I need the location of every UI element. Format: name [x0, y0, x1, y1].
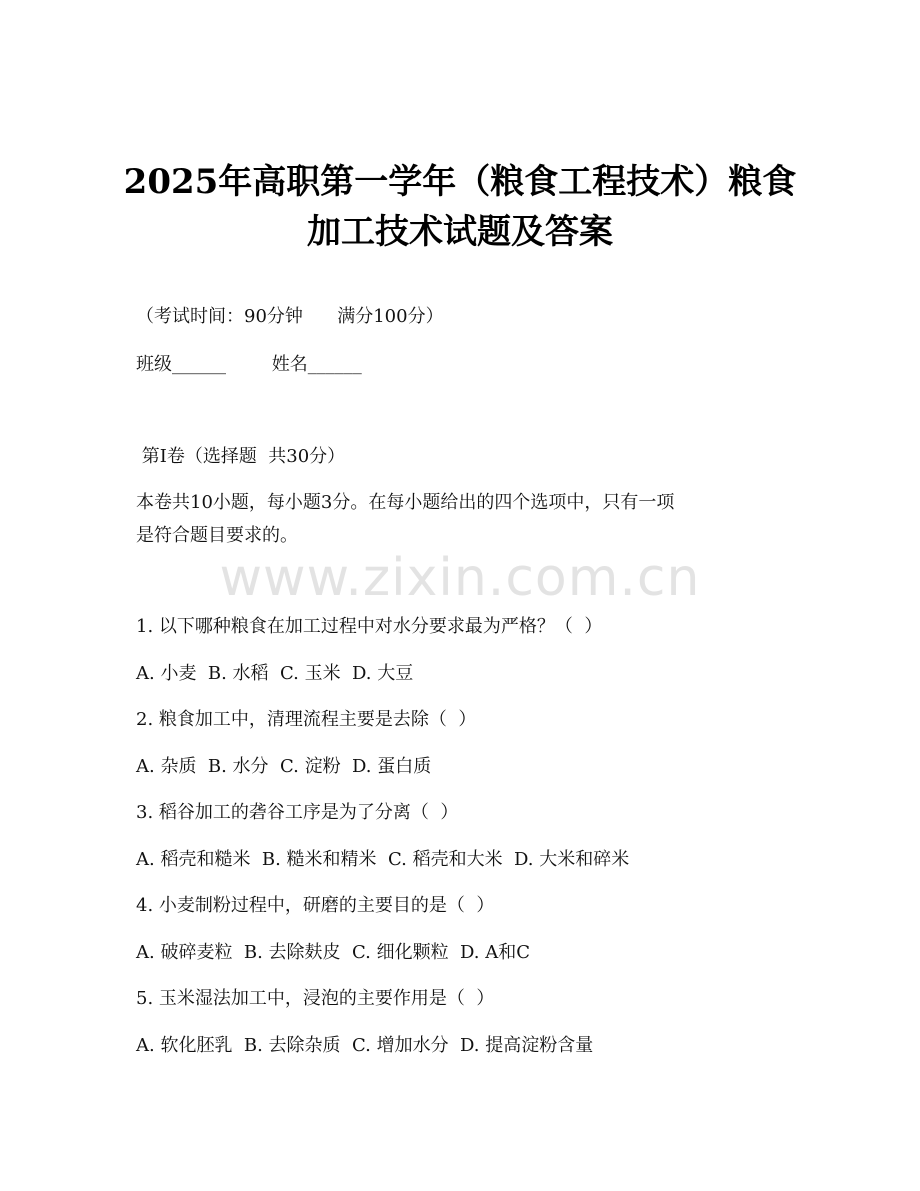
document-title-line-2: 加工技术试题及答案 [307, 212, 613, 252]
question-options-1: A. 小麦 B. 水稻 C. 玉米 D. 大豆 [136, 663, 414, 684]
student-fields: 班级______ 姓名______ [136, 354, 362, 375]
question-stem-4: 4. 小麦制粉过程中，研磨的主要目的是（ ） [136, 895, 495, 916]
question-stem-3: 3. 稻谷加工的砻谷工序是为了分离（ ） [136, 802, 459, 823]
watermark: www.zixin.com.cn [219, 548, 701, 608]
section-heading: 第I卷（选择题 共30分） [136, 446, 346, 467]
question-options-3: A. 稻壳和糙米 B. 糙米和精米 C. 稻壳和大米 D. 大米和碎米 [136, 849, 630, 870]
question-options-4: A. 破碎麦粒 B. 去除麸皮 C. 细化颗粒 D. A和C [136, 942, 531, 963]
instructions-line-2: 是符合题目要求的。 [136, 525, 298, 546]
instructions-line-1: 本卷共10小题，每小题3分。在每小题给出的四个选项中，只有一项 [136, 492, 675, 513]
question-stem-2: 2. 粮食加工中，清理流程主要是去除（ ） [136, 709, 477, 730]
question-options-2: A. 杂质 B. 水分 C. 淀粉 D. 蛋白质 [136, 756, 432, 777]
exam-info: （考试时间：90分钟 满分100分） [136, 306, 444, 327]
question-options-5: A. 软化胚乳 B. 去除杂质 C. 增加水分 D. 提高淀粉含量 [136, 1035, 594, 1056]
document-title-line-1: 2025年高职第一学年（粮食工程技术）粮食 [123, 162, 797, 202]
question-stem-1: 1. 以下哪种粮食在加工过程中对水分要求最为严格？（ ） [136, 616, 603, 637]
question-stem-5: 5. 玉米湿法加工中，浸泡的主要作用是（ ） [136, 988, 495, 1009]
